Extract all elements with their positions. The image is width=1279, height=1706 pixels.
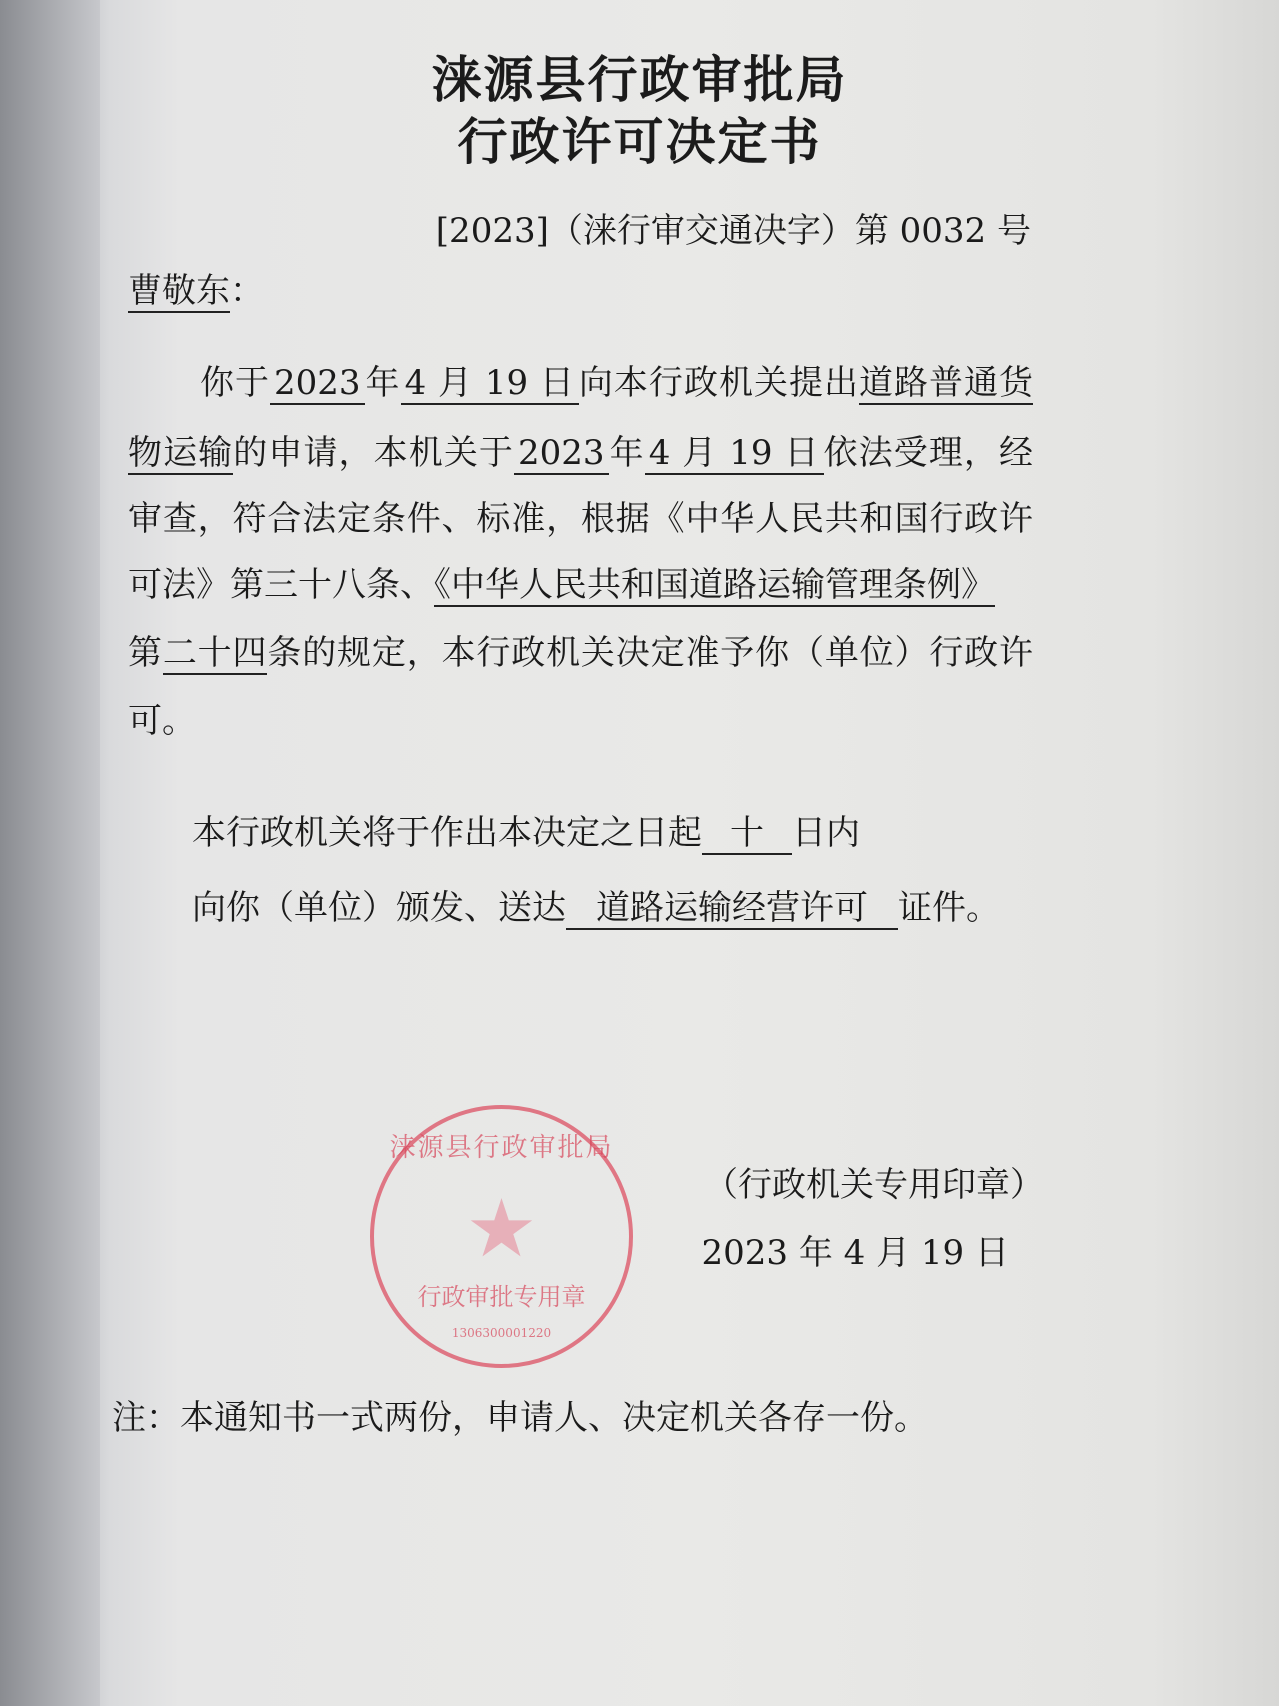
p2-line-2 bbox=[192, 885, 1000, 931]
recipient-name: 曹敬东 bbox=[128, 271, 230, 311]
decision-date: 2023 年 4 月 19 日 bbox=[701, 1233, 1009, 1273]
application-date: 4 月 19 日 bbox=[401, 363, 579, 405]
official-seal bbox=[370, 1105, 633, 1368]
document-number: [2023]（涞行审交通决字）第 0032 号 bbox=[435, 211, 1031, 251]
p1-line-4 bbox=[128, 562, 995, 608]
law-reference: 《中华人民共和国道路运输管理条例》 bbox=[434, 565, 995, 605]
seal-top-text: 涞源县行政审批局 bbox=[389, 1133, 614, 1163]
p1-line-3: 审查，符合法定条件、标准，根据《中华人民共和国行政许 bbox=[128, 499, 1033, 539]
text: 证件。 bbox=[898, 888, 1000, 928]
p2-line-1 bbox=[192, 810, 860, 856]
salutation bbox=[128, 268, 264, 314]
application-year: 2023 bbox=[270, 363, 365, 405]
article-number: 二十四 bbox=[162, 633, 268, 673]
p1-line-2 bbox=[128, 430, 1033, 476]
text: 可法》第三十八条、 bbox=[128, 565, 434, 605]
text: 年 bbox=[608, 433, 645, 473]
text: 的申请，本机关于 bbox=[233, 433, 515, 473]
certificate-name: 道路运输经营许可 bbox=[566, 888, 898, 930]
application-item: 物运输 bbox=[128, 433, 234, 473]
text: 向你（单位）颁发、送达 bbox=[192, 888, 566, 928]
text: 依法受理，经 bbox=[823, 433, 1034, 473]
p1-line-1 bbox=[200, 360, 1033, 406]
p1-line-6: 可。 bbox=[128, 701, 196, 741]
page-edge-shadow bbox=[0, 0, 100, 1706]
footnote: 注：本通知书一式两份，申请人、决定机关各存一份。 bbox=[112, 1398, 928, 1438]
application-item: 道路普通货 bbox=[858, 363, 1034, 403]
issuer-title: 涞源县行政审批局 bbox=[431, 50, 848, 109]
text: 本行政机关将于作出本决定之日起 bbox=[192, 813, 702, 853]
text: 向本行政机关提出 bbox=[578, 363, 859, 403]
star-icon: ★ bbox=[465, 1182, 538, 1275]
acceptance-year: 2023 bbox=[514, 433, 609, 475]
text: 年 bbox=[364, 363, 401, 403]
text: 第 bbox=[128, 633, 163, 673]
acceptance-date: 4 月 19 日 bbox=[645, 433, 824, 475]
document-title: 行政许可决定书 bbox=[457, 112, 822, 171]
colon: ： bbox=[230, 271, 264, 311]
text: 条的规定，本行政机关决定准予你（单位）行政许 bbox=[267, 633, 1034, 673]
seal-bottom-text: 行政审批专用章 bbox=[417, 1283, 586, 1311]
text: 你于 bbox=[200, 363, 271, 403]
seal-number: 1306300001220 bbox=[451, 1326, 552, 1340]
seal-label: （行政机关专用印章） bbox=[704, 1165, 1044, 1205]
issue-days: 十 bbox=[702, 813, 792, 855]
p1-line-5 bbox=[128, 630, 1033, 676]
text: 日内 bbox=[792, 813, 860, 853]
